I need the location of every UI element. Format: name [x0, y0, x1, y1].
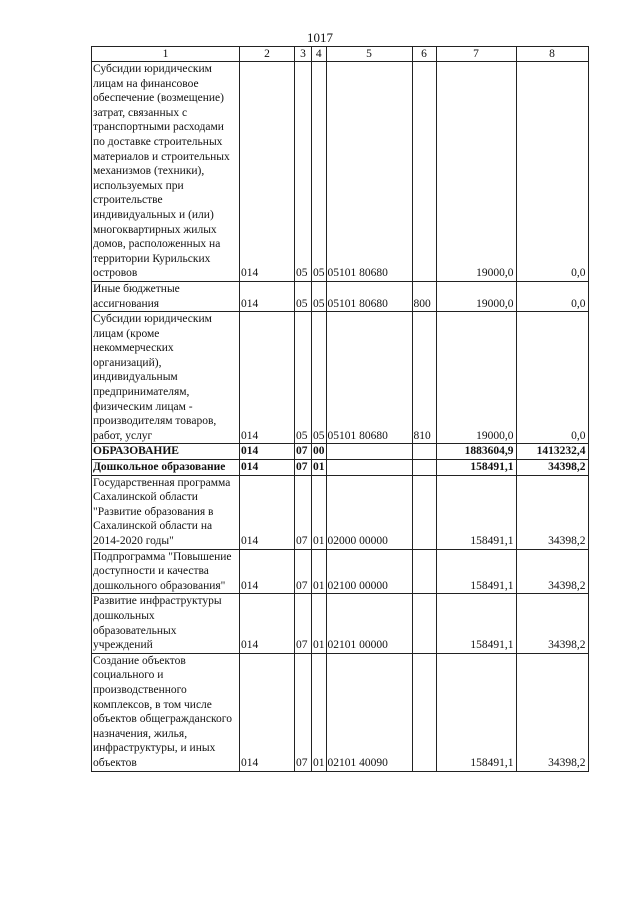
table-row [92, 475, 589, 549]
amount-col7-cell: 158491,1 [436, 460, 516, 476]
table-row [92, 281, 589, 311]
amount-col7-cell: 19000,0 [436, 62, 516, 282]
row-name-cell: Субсидии юридическим лицам на финансовое обеспечение (возмещение) затрат, связанных с транспортными расходами по доставке строительных материалов и строительных механизмов (техники), используемых при строительстве индивидуальных и (или) многоквартирных жилых домов, расположенных на территории Курильских островов [92, 62, 240, 282]
expense-type-cell [412, 475, 436, 549]
amount-col7-cell: 158491,1 [436, 594, 516, 653]
column-header: 4 [312, 47, 327, 62]
amount-col7-cell: 19000,0 [436, 281, 516, 311]
amount-col8-cell: 0,0 [516, 62, 588, 282]
target-article-cell: 02101 40090 [326, 653, 412, 771]
row-name-cell: Развитие инфраструктуры дошкольных образовательных учреждений [92, 594, 240, 653]
budget-table [91, 46, 589, 772]
amount-col8-cell: 0,0 [516, 281, 588, 311]
subsection-cell: 00 [312, 444, 327, 460]
expense-type-cell: 810 [412, 312, 436, 444]
amount-col7-cell: 158491,1 [436, 475, 516, 549]
section-cell: 07 [295, 444, 312, 460]
expense-type-cell [412, 549, 436, 594]
row-name-cell: Государственная программа Сахалинской области "Развитие образования в Сахалинской области на 2014-2020 годы" [92, 475, 240, 549]
admin-code-cell: 014 [240, 653, 295, 771]
column-header: 8 [516, 47, 588, 62]
subsection-cell: 05 [312, 312, 327, 444]
table-row [92, 594, 589, 653]
amount-col8-cell: 0,0 [516, 312, 588, 444]
subsection-cell: 05 [312, 281, 327, 311]
target-article-cell: 05101 80680 [326, 281, 412, 311]
admin-code-cell: 014 [240, 460, 295, 476]
target-article-cell [326, 460, 412, 476]
subsection-cell: 01 [312, 594, 327, 653]
target-article-cell: 02101 00000 [326, 594, 412, 653]
admin-code-cell: 014 [240, 62, 295, 282]
table-row [92, 444, 589, 460]
column-header: 3 [295, 47, 312, 62]
amount-col7-cell: 158491,1 [436, 549, 516, 594]
section-cell: 07 [295, 549, 312, 594]
admin-code-cell: 014 [240, 549, 295, 594]
section-cell: 05 [295, 62, 312, 282]
table-row [92, 312, 589, 444]
table-row [92, 653, 589, 771]
subsection-cell: 05 [312, 62, 327, 282]
subsection-cell: 01 [312, 460, 327, 476]
column-header: 5 [326, 47, 412, 62]
section-cell: 07 [295, 460, 312, 476]
column-header: 6 [412, 47, 436, 62]
expense-type-cell [412, 62, 436, 282]
amount-col8-cell: 1413232,4 [516, 444, 588, 460]
row-name-cell: Субсидии юридическим лицам (кроме некоммерческих организаций), индивидуальным предпринимателям, физическим лицам - производителям товаров, работ, услуг [92, 312, 240, 444]
row-name-cell: Создание объектов социального и производственного комплексов, в том числе объектов общегражданского назначения, жилья, инфраструктуры, и иных объектов [92, 653, 240, 771]
row-name-cell: ОБРАЗОВАНИЕ [92, 444, 240, 460]
admin-code-cell: 014 [240, 444, 295, 460]
table-row [92, 460, 589, 476]
target-article-cell: 02100 00000 [326, 549, 412, 594]
amount-col8-cell: 34398,2 [516, 653, 588, 771]
amount-col8-cell: 34398,2 [516, 549, 588, 594]
table-row [92, 62, 589, 282]
admin-code-cell: 014 [240, 594, 295, 653]
subsection-cell: 01 [312, 475, 327, 549]
table-header-row [92, 47, 589, 62]
subsection-cell: 01 [312, 653, 327, 771]
amount-col8-cell: 34398,2 [516, 475, 588, 549]
admin-code-cell: 014 [240, 281, 295, 311]
target-article-cell: 05101 80680 [326, 62, 412, 282]
table-row [92, 549, 589, 594]
section-cell: 07 [295, 594, 312, 653]
row-name-cell: Подпрограмма "Повышение доступности и качества дошкольного образования" [92, 549, 240, 594]
amount-col8-cell: 34398,2 [516, 460, 588, 476]
row-name-cell: Иные бюджетные ассигнования [92, 281, 240, 311]
amount-col8-cell: 34398,2 [516, 594, 588, 653]
column-header: 2 [240, 47, 295, 62]
section-cell: 05 [295, 281, 312, 311]
column-header: 7 [436, 47, 516, 62]
target-article-cell [326, 444, 412, 460]
row-name-cell: Дошкольное образование [92, 460, 240, 476]
amount-col7-cell: 1883604,9 [436, 444, 516, 460]
admin-code-cell: 014 [240, 475, 295, 549]
expense-type-cell [412, 444, 436, 460]
amount-col7-cell: 158491,1 [436, 653, 516, 771]
expense-type-cell [412, 460, 436, 476]
expense-type-cell: 800 [412, 281, 436, 311]
expense-type-cell [412, 594, 436, 653]
target-article-cell: 02000 00000 [326, 475, 412, 549]
page-number: 1017 [307, 30, 333, 45]
section-cell: 05 [295, 312, 312, 444]
column-header: 1 [92, 47, 240, 62]
target-article-cell: 05101 80680 [326, 312, 412, 444]
admin-code-cell: 014 [240, 312, 295, 444]
section-cell: 07 [295, 653, 312, 771]
amount-col7-cell: 19000,0 [436, 312, 516, 444]
subsection-cell: 01 [312, 549, 327, 594]
expense-type-cell [412, 653, 436, 771]
section-cell: 07 [295, 475, 312, 549]
